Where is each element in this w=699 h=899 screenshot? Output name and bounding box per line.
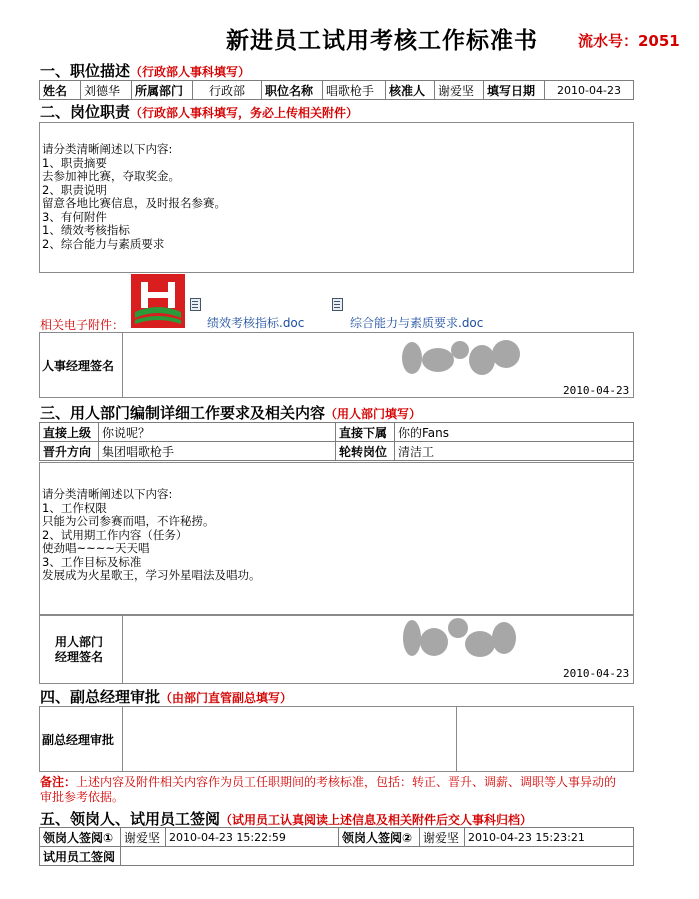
requirements-line: 3、工作目标及标准 [42, 554, 142, 569]
supervisor-value: 你说呢？ [99, 423, 336, 442]
hr-manager-signature [398, 332, 518, 392]
promotion-value: 集团唱歌枪手 [99, 442, 336, 461]
section-2-heading [40, 101, 358, 122]
approver-value: 谢爱坚 [435, 81, 484, 100]
duties-text [42, 143, 226, 251]
dept-label: 所属部门 [132, 81, 193, 100]
dept-signature-box [39, 615, 634, 684]
section-3-heading [40, 402, 421, 423]
section-2-title: 二、岗位职责 [40, 103, 131, 121]
dept-value: 行政部 [193, 81, 262, 100]
dept-signature-label-1: 用人部门 [55, 635, 104, 649]
serial-number: 流水号：2051 [578, 32, 680, 50]
ack1-label: 领岗人签阅① [40, 828, 121, 847]
requirements-line: 2、试用期工作内容（任务） [42, 527, 188, 542]
section-1-heading [40, 60, 250, 81]
position-value: 唱歌枪手 [323, 81, 386, 100]
requirements-line: 请分类清晰阐述以下内容: [42, 487, 173, 501]
rotation-value: 清洁工 [395, 442, 634, 461]
requirements-line: 发展成为火星歌王，学习外星唱法及唱功。 [42, 568, 261, 582]
section-4-note: （由部门直管副总填写） [160, 691, 293, 705]
attachment-link-2[interactable]: 综合能力与素质要求.doc [350, 316, 484, 330]
requirements-line: 只能为公司参赛而唱，不许秘捞。 [42, 514, 215, 528]
duties-line: 2、综合能力与素质要求 [42, 236, 165, 251]
duties-line: 1、绩效考核指标 [42, 223, 130, 237]
doc-file-icon [332, 298, 343, 311]
dept-info-table [39, 422, 634, 461]
section-2-note: （行政部人事科填写，务必上传相关附件） [130, 106, 359, 120]
dept-signature-date: 2010-04-23 [563, 667, 630, 680]
duties-line: 去参加神比赛，夺取奖金。 [42, 169, 180, 183]
attachment-link-1[interactable]: 绩效考核指标.doc [207, 316, 305, 330]
page-title: 新进员工试用考核工作标准书 [226, 27, 538, 54]
section-4-heading [40, 686, 292, 707]
remark [40, 775, 640, 805]
name-value: 刘德华 [81, 81, 132, 100]
dept-signature-label-2: 经理签名 [55, 650, 104, 664]
subordinate-label: 直接下属 [336, 423, 395, 442]
duties-line: 3、有何附件 [42, 209, 107, 224]
duties-line: 2、职责说明 [42, 182, 107, 197]
duties-line: 留意各地比赛信息，及时报名参赛。 [42, 196, 226, 210]
promotion-label: 晋升方向 [40, 442, 99, 461]
position-info-table [39, 80, 634, 100]
fill-date-value: 2010-04-23 [545, 81, 634, 100]
fill-date-label: 填写日期 [484, 81, 545, 100]
trainee-ack-label: 试用员工签阅 [40, 847, 121, 866]
ack1-time: 2010-04-23 15:22:59 [166, 828, 339, 847]
trainee-ack-value[interactable] [121, 847, 634, 866]
remark-lead: 备注： [40, 775, 77, 789]
section-1-note: （行政部人事科填写） [130, 65, 251, 79]
vp-approval-label: 副总经理审批 [42, 733, 115, 747]
company-logo [131, 274, 185, 328]
ack1-name: 谢爱坚 [121, 828, 166, 847]
acknowledgement-table [39, 827, 634, 866]
attachments-label: 相关电子附件： [40, 318, 125, 332]
section-5-note: （试用员工认真阅读上述信息及相关附件后交人事科归档） [220, 813, 533, 827]
subordinate-value: 你的Fans [395, 423, 634, 442]
supervisor-label: 直接上级 [40, 423, 99, 442]
requirements-text [42, 488, 261, 583]
hr-signature-date: 2010-04-23 [563, 384, 630, 397]
vp-approval-box [39, 706, 634, 772]
section-5-heading [40, 808, 532, 829]
vp-approval-divider [456, 706, 457, 772]
requirements-line: 1、工作权限 [42, 500, 107, 515]
section-1-title: 一、职位描述 [40, 62, 131, 80]
ack2-name: 谢爱坚 [420, 828, 465, 847]
ack2-time: 2010-04-23 15:23:21 [465, 828, 634, 847]
duties-line: 请分类清晰阐述以下内容: [42, 142, 173, 156]
ack2-label: 领岗人签阅② [339, 828, 420, 847]
duties-line: 1、职责摘要 [42, 155, 107, 170]
doc-file-icon [190, 298, 201, 311]
approver-label: 核准人 [386, 81, 435, 100]
dept-manager-signature [400, 610, 520, 670]
remark-text-1: 上述内容及附件相关内容作为员工任职期间的考核标准，包括：转正、晋升、调薪、调职等人事异动的 [76, 775, 617, 789]
requirements-line: 使劲唱~~~~天天唱 [42, 541, 150, 555]
section-3-title: 三、用人部门编制详细工作要求及相关内容 [40, 404, 326, 422]
name-label: 姓名 [40, 81, 81, 100]
rotation-label: 轮转岗位 [336, 442, 395, 461]
section-3-note: （用人部门填写） [325, 407, 422, 421]
hr-signature-label: 人事经理签名 [42, 359, 115, 373]
remark-text-2: 审批参考依据。 [40, 790, 125, 804]
section-5-title: 五、领岗人、试用员工签阅 [40, 810, 221, 828]
section-4-title: 四、副总经理审批 [40, 688, 161, 706]
hr-signature-box [39, 332, 634, 398]
remark-line-1 [40, 775, 640, 790]
position-label: 职位名称 [262, 81, 323, 100]
